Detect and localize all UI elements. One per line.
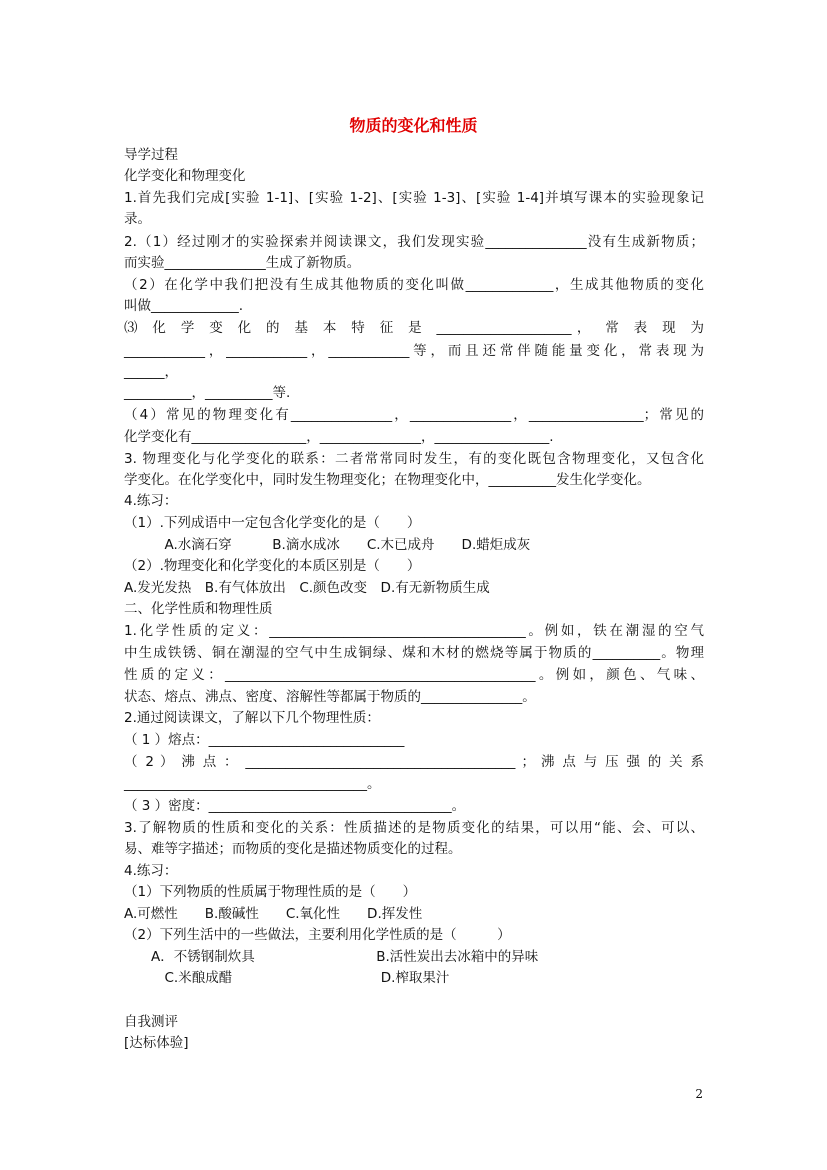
text-line: A.水滴石穿 B.滴水成冰 C.木已成舟 D.蜡炬成灰 (124, 537, 531, 553)
text-line: 2.通过阅读课文，了解以下几个物理性质： (124, 710, 380, 726)
document-title: 物质的变化和性质 (349, 116, 478, 135)
text-line: A．不锈钢制炊具 B.活性炭出去冰箱中的异味 (124, 949, 539, 965)
text-line: 化学变化和物理变化 (124, 168, 246, 184)
text-line: 1.化学性质的定义：______________________________________。例如，铁在潮湿的空气 (124, 623, 704, 639)
text-line: 性质的定义：______________________________________________。例如，颜色、气味、 (124, 667, 704, 683)
text-line: （2）下列生活中的一些做法，主要利用化学性质的是（ ） (124, 927, 511, 943)
text-line: 二、化学性质和物理性质 (124, 601, 273, 617)
text-line: （1）下列物质的性质属于物理性质的是（ ） (124, 884, 417, 900)
text-line: C.米酿成醋 D.榨取果汁 (124, 970, 450, 986)
text-line: 导学过程 (124, 147, 178, 163)
text-line: 叫做_____________. (124, 298, 244, 314)
text-line: ____________，____________，____________等，而且还常伴随能量变化，常表现为 (124, 343, 704, 359)
text-line: 自我测评 (124, 1014, 178, 1030)
text-line: 学变化。在化学变化中，同时发生物理变化；在物理变化中，__________发生化学变化。 (124, 472, 651, 488)
text-line: 4.练习： (124, 863, 178, 879)
text-line: [达标体验] (124, 1035, 189, 1051)
text-line: 化学变化有_________________，_______________，_________________. (124, 429, 554, 445)
text-line: （ 1 ）熔点：_____________________________ (124, 732, 405, 748)
text-line: （2）.物理变化和化学变化的本质区别是（ ） (124, 558, 421, 574)
page-number: 2 (695, 1087, 703, 1101)
text-line: 易、难等字描述；而物质的变化是描述物质变化的过程。 (124, 841, 462, 857)
text-line: ⑶ 化 学 变 化 的 基 本 特 征 是 ____________________， 常 表 现 为 (124, 320, 704, 336)
text-line: A.可燃性 B.酸碱性 C.氧化性 D.挥发性 (124, 906, 423, 922)
text-line: （4）常见的物理变化有_______________，_______________，_________________；常见的 (124, 407, 704, 423)
text-line: ____________________________________。 (124, 776, 381, 792)
text-line: 中生成铁锈、铜在潮湿的空气中生成铜绿、煤和木材的燃烧等属于物质的__________。物理 (124, 645, 704, 661)
text-line: 而实验_______________生成了新物质。 (124, 255, 361, 271)
text-line: 录。 (124, 211, 151, 227)
text-line: 状态、熔点、沸点、密度、溶解性等都属于物质的_______________。 (124, 689, 536, 705)
text-line: 3. 物理变化与化学变化的联系：二者常常同时发生，有的变化既包含物理变化，又包含化 (124, 451, 704, 467)
text-line: A.发光发热 B.有气体放出 C.颜色改变 D.有无新物质生成 (124, 580, 490, 596)
text-line: ______， (124, 364, 178, 380)
text-line: 2.（1）经过刚才的实验探索并阅读课文，我们发现实验_______________没有生成新物质； (124, 234, 704, 250)
text-line: 3.了解物质的性质和变化的关系：性质描述的是物质变化的结果，可以用“能、会、可以、 (124, 820, 704, 836)
text-line: __________，__________等. (124, 385, 291, 401)
text-line: 1.首先我们完成[实验 1-1]、[实验 1-2]、[实验 1-3]、[实验 1-4]并填写课本的实验现象记 (124, 190, 704, 206)
text-line: 4.练习： (124, 493, 178, 509)
text-line: （ 2 ） 沸 点 ： ________________________________________ ； 沸 点 与 压 强 的 关 系 (124, 754, 704, 770)
text-line: （ 3 ）密度：____________________________________。 (124, 798, 466, 814)
text-line: （1）.下列成语中一定包含化学变化的是（ ） (124, 515, 421, 531)
text-line: （2）在化学中我们把没有生成其他物质的变化叫做_____________，生成其他物质的变化 (124, 277, 704, 293)
